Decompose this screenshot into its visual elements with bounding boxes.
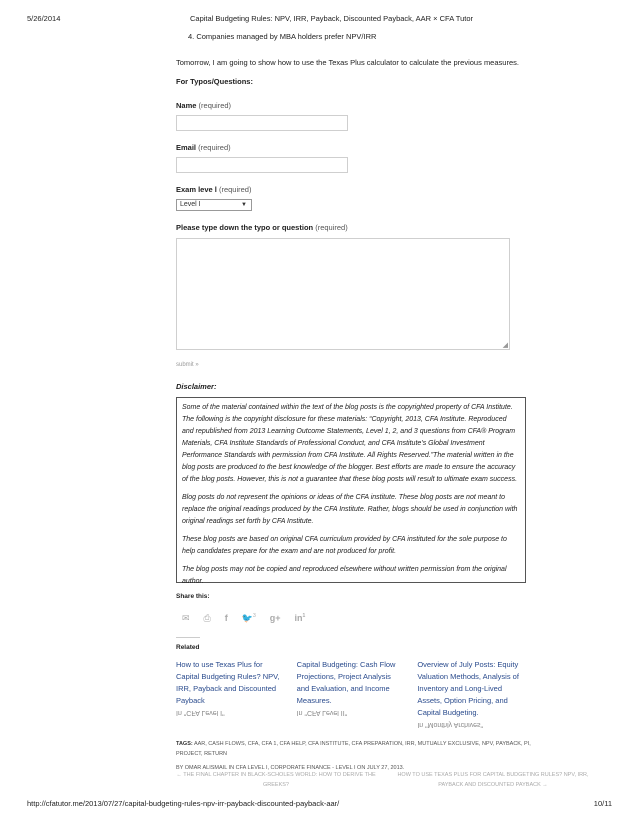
print-url: http://cfatutor.me/2013/07/27/capital-budgeting-rules-npv-irr-payback-discounted-payback-aar/ — [27, 799, 340, 808]
related-post-link[interactable]: How to use Texas Plus for Capital Budgeting Rules? NPV, IRR, Payback and Discounted Payback — [176, 660, 280, 705]
dropdown-arrow-icon: ▼ — [241, 202, 247, 208]
facebook-share-icon[interactable]: f — [224, 613, 228, 623]
related-post — [176, 659, 285, 733]
tags-list[interactable]: AAR, CASH FLOWS, CFA, CFA 1, CFA HELP, CFA INSTITUTE, CFA PREPARATION, IRR, MUTUALLY EXCLUSIVE, NPV, PAYBACK, PI, PROJECT, RETURN — [176, 741, 531, 757]
related-post — [297, 659, 406, 733]
share-buttons — [176, 609, 526, 627]
disclaimer-box — [176, 397, 526, 583]
related-post-category: In "CFA Level II" — [296, 709, 348, 716]
related-post-link[interactable]: Overview of July Posts: Equity Valuation Methods, Analysis of Inventory and Long-Lived Assets, Option Pricing, and Capital Budgeting. — [417, 660, 519, 717]
email-share-icon[interactable]: ✉ — [182, 612, 190, 623]
post-tags — [176, 739, 546, 759]
google-plus-share-icon[interactable]: g+ — [269, 613, 281, 623]
related-divider — [176, 637, 200, 638]
disclaimer-paragraph: Some of the material contained within the text of the blog posts is the copyrighted property of CFA Institute. The following is the copyright disclosure for these materials: “Copyright, 2013, CFA Institute. Reproduced and republished from 2013 Learning Outcome Statements, Level 1, 2, and 3 questions from CFA® Program Materials, CFA Institute Standards of Professional Conduct, and CFA Institute’s Global Investment Performance Standards with permission from CFA Institute. All Rights Reserved.”The material written in the blog posts are produced to the best knowledge of the blogger. Best efforts are made to ensure the accuracy of the blog posts. However, this is not a guarantee that these blog posts will result to ultimate exam success. — [182, 404, 518, 483]
previous-post-link[interactable]: ← THE FINAL CHAPTER IN BLACK-SCHOLES WORLD: HOW TO DERIVE THE GREEKS? — [176, 772, 376, 788]
print-date: 5/26/2014 — [27, 14, 61, 23]
post-byline: BY OMAR ALISMAIL IN CFA LEVEL I, CORPORATE FINANCE - LEVEL I ON JULY 27, 2013. — [176, 765, 405, 771]
linkedin-share-icon[interactable]: $in^1$ — [294, 613, 306, 623]
related-post-link[interactable]: Capital Budgeting: Cash Flow Projections, Project Analysis and Evaluation, and Income Measures. — [296, 660, 396, 705]
form-title: For Typos/Questions: — [176, 77, 253, 86]
exam-level-selected: Level I — [180, 201, 201, 208]
name-label — [176, 101, 526, 113]
name-required: (required) — [198, 101, 232, 110]
email-label-text: Email — [176, 143, 197, 152]
typo-label — [176, 223, 526, 235]
share-title: Share this: — [176, 593, 210, 600]
related-post-category: In "CFA Level I" — [176, 709, 225, 716]
tags-label: TAGS: — [176, 741, 193, 747]
intro-paragraph: Tomorrow, I am going to show how to use the Texas Plus calculator to calculate the previous measures. — [176, 58, 519, 67]
related-post — [417, 659, 526, 733]
twitter-share-icon[interactable]: 🐦$^3$ — [241, 612, 256, 623]
twitter-count: 3 — [252, 612, 256, 619]
linkedin-count: 1 — [302, 613, 306, 619]
print-page-number: 10/11 — [593, 799, 612, 808]
related-posts — [176, 659, 526, 733]
exam-label-text: Exam leve l — [176, 185, 217, 194]
submit-button[interactable]: submit » — [176, 362, 199, 368]
list-item: 4. Companies managed by MBA holders prefer NPV/IRR — [188, 32, 377, 41]
print-page-title: Capital Budgeting Rules: NPV, IRR, Payback, Discounted Payback, AAR × CFA Tutor — [190, 14, 473, 23]
question-textarea[interactable] — [176, 238, 510, 350]
resize-grip-icon[interactable]: ◢ — [502, 342, 508, 349]
print-header — [0, 14, 638, 28]
name-label-text: Name — [176, 101, 197, 110]
email-required: (required) — [198, 143, 231, 152]
next-post-link[interactable]: HOW TO USE TEXAS PLUS FOR CAPITAL BUDGETING RULES? NPV, IRR, PAYBACK AND DISCOUNTED PAYBACK → — [397, 772, 589, 788]
related-post-category: In "Monthly Archives" — [417, 721, 484, 728]
exam-level-label — [176, 185, 526, 197]
typo-label-text: Please type down the typo or question — [176, 223, 314, 232]
print-share-icon[interactable]: ⎙ — [203, 612, 211, 623]
disclaimer-paragraph: These blog posts are based on original CFA curriculum provided by CFA instituted for the sole purpose to help candidates prepare for the exam and are not produced for profit. — [182, 536, 507, 555]
post-content — [176, 32, 531, 775]
email-label — [176, 143, 526, 155]
related-title: Related — [176, 644, 200, 651]
disclaimer-title: Disclaimer: — [176, 382, 217, 391]
email-input[interactable] — [176, 157, 348, 173]
disclaimer-paragraph: Blog posts do not represent the opinions or ideas of the CFA institute. These blog posts are not meant to replace the original readings produced by the CFA Institute. Rather, blogs should be used in conjunction with original readings set forth by CFA Institute. — [182, 494, 518, 525]
disclaimer-paragraph: The blog posts may not be copied and reproduced elsewhere without written permission from the original author. — [182, 566, 507, 585]
exam-level-select[interactable] — [176, 199, 252, 211]
typo-required: (required) — [315, 223, 348, 232]
name-input[interactable] — [176, 115, 348, 131]
exam-required: (required) — [218, 185, 252, 194]
